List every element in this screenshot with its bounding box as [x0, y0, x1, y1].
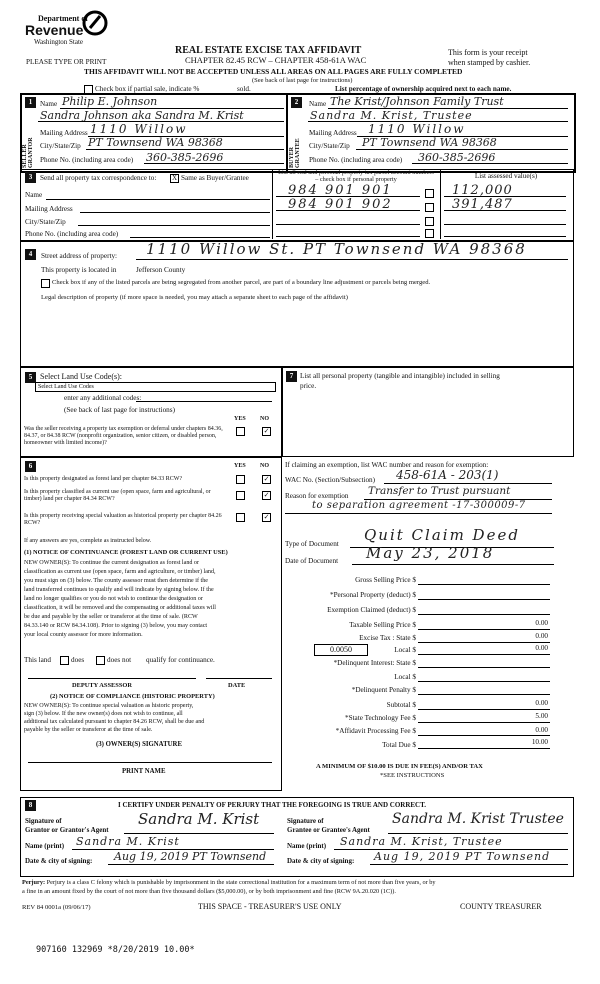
- rule: [276, 210, 420, 211]
- sec6-q2-yes-checkbox[interactable]: [236, 491, 245, 500]
- rule: [370, 864, 568, 865]
- personal-property-line-2: price.: [300, 382, 317, 390]
- rule: [28, 678, 196, 679]
- section-8-badge: 8: [25, 800, 36, 811]
- excise-state-label: Excise Tax : State $: [359, 634, 416, 642]
- rule: [418, 654, 550, 655]
- rule: [46, 199, 270, 200]
- section-7-box: [282, 367, 574, 457]
- rule: [418, 584, 550, 585]
- rule: [418, 667, 550, 668]
- buyer-name-1[interactable]: The Krist/Johnson Family Trust: [330, 95, 504, 108]
- rule: [418, 722, 550, 723]
- deputy-date-label: DATE: [228, 682, 246, 689]
- additional-codes-label: enter any additional codes:: [64, 394, 142, 402]
- seller-address[interactable]: 1110 Willow: [90, 122, 188, 136]
- corr-phone-label: Phone No. (including area code): [25, 230, 119, 238]
- sec5-yes-checkbox[interactable]: [236, 427, 245, 436]
- historic-line-1: NEW OWNER(S): To continue special valuation as historic property,: [24, 703, 194, 709]
- excise-local-value[interactable]: 0.00: [535, 644, 548, 652]
- rule: [440, 169, 441, 239]
- wac-label: WAC No. (Section/Subsection): [285, 476, 376, 484]
- doc-date-label: Date of Document: [285, 557, 339, 565]
- grantee-sig-label-1: Signature of: [287, 817, 324, 825]
- rule: [388, 833, 568, 834]
- same-as-buyer-checkbox[interactable]: X: [171, 174, 178, 182]
- parties-divider: [286, 93, 288, 171]
- subtotal-label: Subtotal $: [386, 701, 416, 709]
- reason-label: Reason for exemption: [285, 492, 349, 500]
- continuance-line-1: NEW OWNER(S): To continue the current designation as forest land or: [24, 560, 200, 566]
- revenue-logo-icon: [82, 10, 108, 36]
- parcel-1-personal-checkbox[interactable]: [425, 189, 434, 198]
- personal-property-label: *Personal Property (deduct) $: [329, 591, 416, 599]
- see-instructions-note: *SEE INSTRUCTIONS: [380, 772, 445, 779]
- perjury-text-1: Perjury is a class C felony which is punishable by imprisonment in the state correctional institution for a maximum term of not more than five years, or by: [46, 879, 436, 886]
- rule: [418, 614, 550, 615]
- does-not-checkbox[interactable]: [96, 656, 105, 665]
- seller-address-label: Mailing Address: [40, 129, 88, 137]
- section-2-badge: 2: [291, 97, 302, 108]
- county-treasurer: COUNTY TREASURER: [460, 902, 542, 911]
- form-revision: REV 84 0001a (09/06/17): [22, 904, 91, 911]
- rule: [28, 762, 272, 763]
- corr-city-label: City/State/Zip: [25, 218, 66, 226]
- total-due-label: Total Due $: [382, 741, 416, 749]
- minimum-due-note: A MINIMUM OF $10.00 IS DUE IN FEE(S) AND/OR TAX: [316, 763, 483, 770]
- seller-name-2[interactable]: Sandra Johnson aka Sandra M. Krist: [40, 109, 244, 122]
- sec6-q1: Is this property designated as forest land per chapter 84.33 RCW?: [24, 476, 183, 482]
- receipt-line2: when stamped by cashier.: [448, 58, 531, 67]
- section-5-badge: 5: [25, 372, 36, 383]
- personal-property-line-1: List all personal property (tangible and intangible) included in selling: [300, 372, 500, 380]
- print-name-label: PRINT NAME: [122, 768, 166, 775]
- land-use-see-back: (See back of last page for instructions): [64, 406, 175, 414]
- treasurer-use: THIS SPACE - TREASURER'S USE ONLY: [198, 902, 342, 911]
- grantor-date[interactable]: Aug 19, 2019 PT Townsend: [114, 850, 267, 863]
- rule: [444, 236, 566, 237]
- taxable-price-label: Taxable Selling Price $: [349, 621, 416, 629]
- rule: [412, 163, 568, 164]
- sec6-q2: Is this property classified as current use (open space, farm and agricultural, or timber) land per chapter 84.34 RCW?: [24, 489, 211, 503]
- tech-fee-label: *State Technology Fee $: [344, 714, 416, 722]
- sec5-no: NO: [260, 416, 269, 422]
- rule: [86, 149, 284, 150]
- sec5-no-checkbox[interactable]: ✓: [263, 427, 270, 435]
- rule: [78, 225, 270, 226]
- rule: [272, 169, 273, 239]
- sec5-yes: YES: [234, 416, 246, 422]
- parcel-4-personal-checkbox[interactable]: [425, 229, 434, 238]
- parcel-1[interactable]: 984 901 901: [288, 183, 393, 198]
- grantee-name[interactable]: Sandra M. Krist, Trustee: [340, 835, 503, 848]
- rule: [356, 149, 568, 150]
- grantee-name-label: Name (print): [287, 842, 327, 850]
- same-as-buyer-label: Same as Buyer/Grantee: [181, 174, 249, 182]
- grantee-date[interactable]: Aug 19, 2019 PT Townsend: [374, 850, 551, 863]
- local-rate-box[interactable]: 0.0050: [314, 644, 368, 656]
- grantee-signature[interactable]: Sandra M. Krist Trustee: [392, 811, 564, 827]
- grantor-name-label: Name (print): [25, 842, 65, 850]
- parcel-2-personal-checkbox[interactable]: [425, 203, 434, 212]
- buyer-phone[interactable]: 360-385-2696: [418, 151, 496, 164]
- rule: [108, 864, 274, 865]
- ownership-label: List percentage of ownership acquired next to each name.: [335, 85, 512, 93]
- this-land-label: This land: [24, 656, 51, 664]
- seller-name-1[interactable]: Philip E. Johnson: [62, 95, 158, 108]
- sec6-q3-yes-checkbox[interactable]: [236, 513, 245, 522]
- sec6-q1-yes-checkbox[interactable]: [236, 475, 245, 484]
- rule: [444, 224, 566, 225]
- seller-city[interactable]: PT Townsend WA 98368: [88, 136, 223, 149]
- rule: [418, 709, 550, 710]
- sec6-q3-no-checkbox[interactable]: ✓: [263, 513, 270, 521]
- grantee-date-label: Date & city of signing:: [287, 857, 355, 865]
- continuance-line-8: 84.33.140 or RCW 84.34.108). Prior to signing (3) below, you may contact: [24, 623, 208, 629]
- perjury-line-1: [22, 879, 436, 886]
- reason-line-2[interactable]: to separation agreement -17-300009-7: [312, 500, 526, 511]
- rule: [418, 694, 550, 695]
- delinquent-interest-state-label: *Delinquent Interest: State $: [333, 659, 416, 667]
- certify-statement: I CERTIFY UNDER PENALTY OF PERJURY THAT THE FOREGOING IS TRUE AND CORRECT.: [118, 801, 427, 809]
- receipt-line1: This form is your receipt: [448, 48, 528, 57]
- continuance-line-6: classification, it will be removed and the compensating or additional taxes will: [24, 605, 216, 611]
- rule: [136, 259, 568, 260]
- logo-state: Washington State: [34, 38, 84, 46]
- parcel-2[interactable]: 984 901 902: [288, 197, 393, 212]
- corr-name-label: Name: [25, 191, 43, 199]
- located-label: This property is located in: [41, 266, 117, 274]
- rule: [276, 236, 420, 237]
- historic-line-4: payable by the seller or transferor at the time of sale.: [24, 727, 153, 733]
- street-label: Street address of property:: [41, 252, 118, 260]
- assessed-value-1[interactable]: 112,000: [452, 183, 513, 198]
- continuance-line-2: classification as current use (open space, farm and agriculture, or timber) land,: [24, 569, 216, 575]
- delinquent-interest-local-label: Local $: [394, 673, 416, 681]
- see-back-top: (See back of last page for instructions): [252, 77, 353, 84]
- rule: [444, 210, 566, 211]
- buyer-side-label: BUYER GRANTEE: [289, 138, 301, 168]
- continuance-line-4: land transferred continues to qualify and will indicate by signing below. If the: [24, 587, 214, 593]
- buyer-city[interactable]: PT Townsend WA 98368: [362, 136, 497, 149]
- buyer-name-2[interactable]: Sandra M. Krist, Trustee: [310, 109, 473, 122]
- deputy-assessor-label: DEPUTY ASSESSOR: [72, 682, 132, 689]
- does-not-label: does not: [107, 656, 132, 664]
- rule: [206, 678, 272, 679]
- assessed-value-2[interactable]: 391,487: [452, 197, 513, 212]
- continuance-line-7: be due and payable by the seller or transferor at the time of sale. (RCW: [24, 614, 198, 620]
- excise-state-value[interactable]: 0.00: [535, 632, 548, 640]
- legal-description-label: Legal description of property (if more space is needed, you may attach a separate sheet to each page of the affidavit): [41, 294, 348, 301]
- rule: [418, 735, 550, 736]
- form-notice: THIS AFFIDAVIT WILL NOT BE ACCEPTED UNLESS ALL AREAS ON ALL PAGES ARE FULLY COMPLETED: [84, 67, 463, 76]
- historic-line-2: sign (3) below. If the new owner(s) does not wish to continue, all: [24, 711, 183, 717]
- rule: [352, 564, 554, 565]
- rule: [130, 237, 270, 238]
- grantor-name[interactable]: Sandra M. Krist: [76, 835, 180, 848]
- rule: [80, 212, 270, 213]
- sec6-q3: Is this property receiving special valuation as historical property per chapter 84.26 RCW?: [24, 513, 222, 527]
- rule: [418, 748, 550, 749]
- type-or-print: PLEASE TYPE OR PRINT: [26, 58, 107, 66]
- form-chapter: CHAPTER 82.45 RCW – CHAPTER 458-61A WAC: [185, 55, 367, 65]
- grantor-date-label: Date & city of signing:: [25, 857, 93, 865]
- land-use-label: Select Land Use Code(s):: [40, 372, 122, 381]
- delinquent-penalty-label: *Delinquent Penalty $: [351, 686, 416, 694]
- owner-signature-label: (3) OWNER(S) SIGNATURE: [96, 741, 182, 748]
- if-yes-note: If any answers are yes, complete as instructed below.: [24, 538, 152, 544]
- doc-type-label: Type of Document: [285, 540, 339, 548]
- correspondence-label: Send all property tax correspondence to:: [40, 174, 157, 182]
- wac-value[interactable]: 458-61A - 203(1): [396, 468, 499, 482]
- continuance-line-3: you must sign on (3) below. The county assessor must then determine if the: [24, 578, 208, 584]
- form-title: REAL ESTATE EXCISE TAX AFFIDAVIT: [175, 45, 362, 56]
- buyer-address-label: Mailing Address: [309, 129, 357, 137]
- continuance-title: (1) NOTICE OF CONTINUANCE (FOREST LAND OR CURRENT USE): [24, 549, 228, 556]
- sec6-no: NO: [260, 463, 269, 469]
- section-1-badge: 1: [25, 97, 36, 108]
- rule: [285, 513, 552, 514]
- county: Jefferson County: [136, 266, 186, 274]
- rule: [124, 833, 274, 834]
- corr-address-label: Mailing Address: [25, 205, 73, 213]
- sec6-q1-no-checkbox[interactable]: ✓: [263, 475, 270, 483]
- section-7-badge: 7: [286, 371, 297, 382]
- rule: [144, 163, 284, 164]
- subtotal-value[interactable]: 0.00: [535, 699, 548, 707]
- parcel-3-personal-checkbox[interactable]: [425, 217, 434, 226]
- seller-phone[interactable]: 360-385-2696: [146, 151, 224, 164]
- exemption-claimed-label: Exemption Claimed (deduct) $: [327, 606, 416, 614]
- doc-type[interactable]: Quit Claim Deed: [364, 526, 520, 544]
- historic-line-3: additional tax calculated pursuant to chapter 84.26 RCW, shall be due and: [24, 719, 205, 725]
- rule: [384, 483, 552, 484]
- sec5-question: Was the seller receiving a property tax exemption or deferral under chapters 84.36, 84.37, or 84.38 RCW (nonprofit organization, senior citizen, or disabled person, homeowner with limited income)?: [24, 426, 223, 447]
- seller-city-label: City/State/Zip: [40, 142, 81, 150]
- tech-fee-value[interactable]: 5.00: [535, 712, 548, 720]
- rule: [136, 401, 272, 402]
- grantee-sig-label-2: Grantee or Grantee's Agent: [287, 826, 370, 834]
- segregated-label: Check box if any of the listed parcels are being segregated from another parcel, are part of a boundary line adjustment or parcels being merged.: [52, 279, 431, 286]
- buyer-city-label: City/State/Zip: [309, 142, 350, 150]
- perjury-line-2: a fine in an amount fixed by the court of not more than five thousand dollars ($5,000.00), or by both imprisonment and fine (RCW 9A.20.020 (1C)).: [22, 888, 396, 895]
- grantor-sig-label-2: Grantor or Grantor's Agent: [25, 826, 109, 834]
- reason-line-1[interactable]: Transfer to Trust pursuant: [368, 485, 511, 497]
- rule: [418, 681, 550, 682]
- taxable-price-value[interactable]: 0.00: [535, 619, 548, 627]
- grantor-signature[interactable]: Sandra M. Krist: [138, 810, 260, 828]
- does-label: does: [71, 656, 85, 664]
- logo-department: Department of: [38, 14, 88, 23]
- land-use-select[interactable]: Select Land Use Codes: [35, 382, 276, 392]
- partial-sold: sold.: [237, 85, 251, 93]
- processing-fee-value[interactable]: 0.00: [535, 726, 548, 734]
- sec6-yes: YES: [234, 463, 246, 469]
- rule: [418, 629, 550, 630]
- assessed-header: List assessed value(s): [474, 172, 538, 180]
- seller-side-label: SELLER GRANTOR: [22, 137, 34, 168]
- grantor-sig-label-1: Signature of: [25, 817, 62, 825]
- sec6-q2-no-checkbox[interactable]: ✓: [263, 491, 270, 499]
- historic-title: (2) NOTICE OF COMPLIANCE (HISTORIC PROPERTY): [50, 693, 215, 700]
- buyer-address[interactable]: 1110 Willow: [368, 122, 466, 136]
- processing-fee-label: *Affidavit Processing Fee $: [335, 727, 416, 735]
- rule: [418, 642, 550, 643]
- partial-sale-label: Check box if partial sale, indicate %: [95, 85, 200, 93]
- logo-revenue: Revenue: [25, 22, 84, 38]
- segregated-checkbox[interactable]: [41, 279, 50, 288]
- cashier-stamp: 907160 132969 *8/20/2019 10.00*: [36, 945, 195, 955]
- seller-phone-label: Phone No. (including area code): [40, 156, 134, 164]
- rule: [418, 599, 550, 600]
- section-4-badge: 4: [25, 249, 36, 260]
- buyer-phone-label: Phone No. (including area code): [309, 156, 403, 164]
- gross-price-label: Gross Selling Price $: [355, 576, 416, 584]
- street-address[interactable]: 1110 Willow St. PT Townsend WA 98368: [146, 240, 527, 258]
- section-3-badge: 3: [25, 172, 36, 183]
- qualify-label: qualify for continuance.: [146, 656, 215, 664]
- wac-intro: If claiming an exemption, list WAC number and reason for exemption:: [285, 461, 489, 469]
- does-checkbox[interactable]: [60, 656, 69, 665]
- continuance-line-5: land no longer qualifies or you do not wish to continue the designation or: [24, 596, 203, 602]
- section-6-badge: 6: [25, 461, 36, 472]
- rule: [276, 224, 420, 225]
- excise-local-label: Local $: [394, 646, 416, 654]
- parcels-header: List all real and personal property tax parcel account numbers – check box if personal property: [278, 169, 434, 183]
- total-due-value[interactable]: 10.00: [531, 738, 548, 746]
- continuance-line-9: your local county assessor for more information.: [24, 632, 143, 638]
- seller-name-label: Name: [40, 100, 58, 108]
- buyer-name-label: Name: [309, 100, 327, 108]
- perjury-heading: Perjury:: [22, 879, 46, 886]
- doc-date[interactable]: May 23, 2018: [366, 544, 495, 562]
